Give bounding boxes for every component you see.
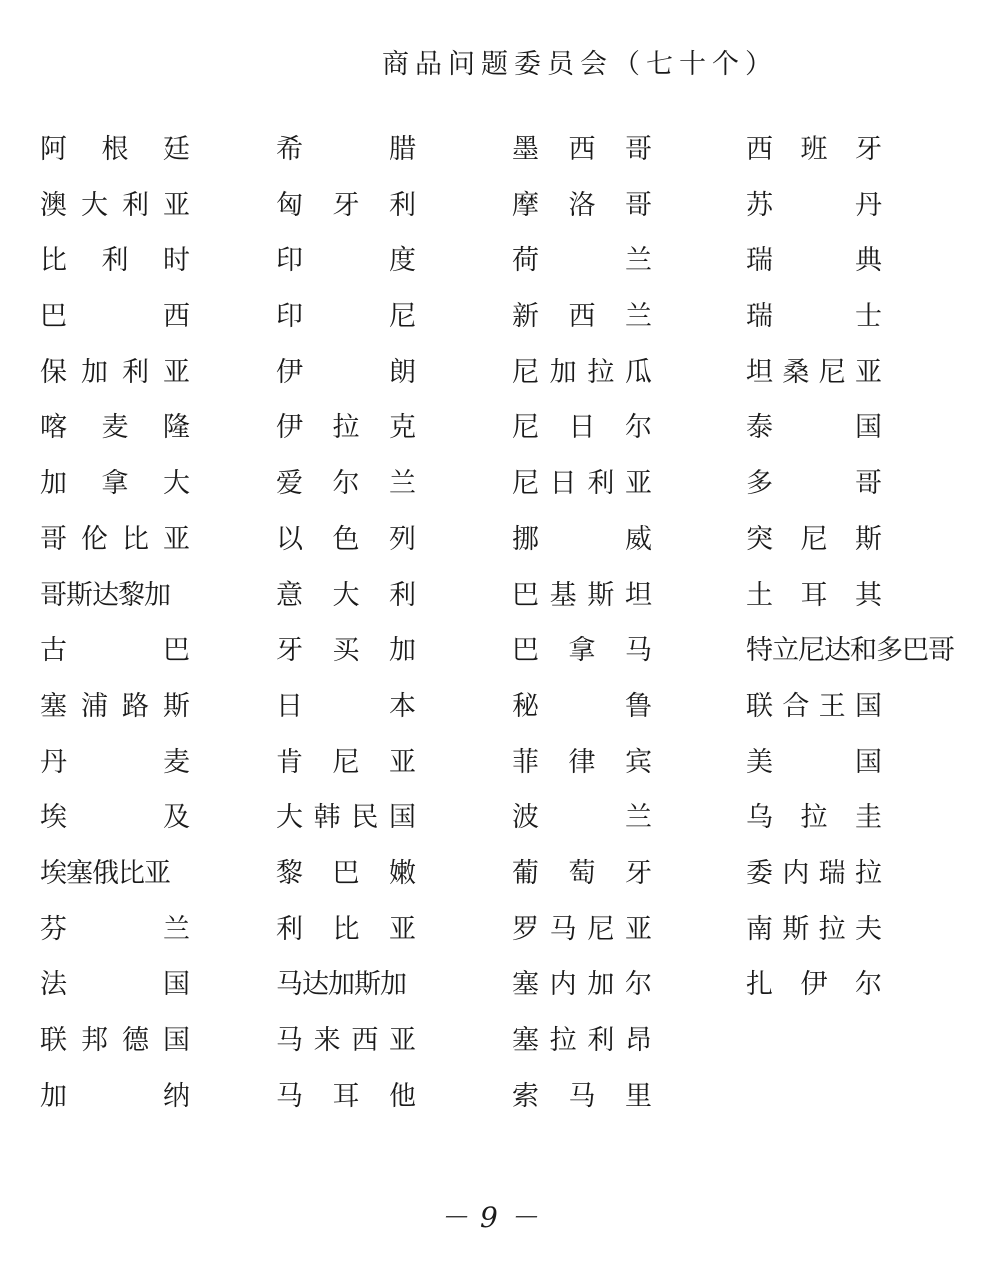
country-name: 大 韩 民 国 <box>276 802 416 834</box>
country-name: 摩 洛 哥 <box>512 189 652 221</box>
country-name: 波 兰 <box>512 802 652 834</box>
country-column-1 <box>40 128 190 1130</box>
country-name: 罗 马 尼 亚 <box>512 913 652 945</box>
page-number: －9－ <box>440 1201 550 1234</box>
country-name: 巴 基 斯 坦 <box>512 579 652 611</box>
country-name: 保 加 利 亚 <box>40 356 190 388</box>
country-name: 喀 麦 隆 <box>40 412 190 444</box>
country-name: 加 纳 <box>40 1080 190 1112</box>
country-name: 乌 拉 圭 <box>746 802 882 834</box>
country-name: 埃塞俄比亚 <box>40 857 170 889</box>
country-name: 印 尼 <box>276 301 416 333</box>
country-name: 埃 及 <box>40 802 190 834</box>
country-name: 尼 加 拉 瓜 <box>512 356 652 388</box>
country-name: 尼 日 利 亚 <box>512 468 652 500</box>
country-name: 南 斯 拉 夫 <box>746 913 882 945</box>
country-name: 巴 西 <box>40 301 190 333</box>
country-name: 秘 鲁 <box>512 690 652 722</box>
country-name: 扎 伊 尔 <box>746 969 882 1001</box>
country-name: 法 国 <box>40 969 190 1001</box>
country-name: 瑞 士 <box>746 301 882 333</box>
country-name: 联 邦 德 国 <box>40 1025 190 1056</box>
country-name: 多 哥 <box>746 468 882 500</box>
country-name: 坦 桑 尼 亚 <box>746 356 882 388</box>
country-name: 澳 大 利 亚 <box>40 189 190 221</box>
country-name: 印 度 <box>276 245 416 277</box>
country-name: 荷 兰 <box>512 245 652 277</box>
country-name: 菲 律 宾 <box>512 746 652 778</box>
country-name: 挪 威 <box>512 523 652 555</box>
country-column-3 <box>512 128 652 1130</box>
country-name: 意 大 利 <box>276 579 416 611</box>
country-name: 索 马 里 <box>512 1080 652 1112</box>
country-name: 尼 日 尔 <box>512 412 652 444</box>
country-name: 突 尼 斯 <box>746 523 882 555</box>
country-name: 联 合 王 国 <box>746 690 882 722</box>
page-title: 商品问题委员会（七十个） <box>382 49 778 80</box>
country-name: 巴 拿 马 <box>512 635 652 667</box>
country-column-4 <box>746 128 961 1019</box>
country-name: 苏 丹 <box>746 189 882 221</box>
country-name: 西 班 牙 <box>746 134 882 165</box>
country-name: 希 腊 <box>276 134 416 165</box>
country-name: 葡 萄 牙 <box>512 857 652 889</box>
country-name: 瑞 典 <box>746 245 882 277</box>
country-name: 墨 西 哥 <box>512 134 652 165</box>
country-column-2 <box>276 128 416 1130</box>
country-name: 古 巴 <box>40 635 190 667</box>
country-name: 马 耳 他 <box>276 1080 416 1112</box>
country-name: 日 本 <box>276 690 416 722</box>
country-name: 新 西 兰 <box>512 301 652 333</box>
country-name: 阿 根 廷 <box>40 134 190 165</box>
country-name: 芬 兰 <box>40 913 190 945</box>
country-name: 塞 浦 路 斯 <box>40 690 190 722</box>
country-name: 黎 巴 嫩 <box>276 857 416 889</box>
country-name: 牙 买 加 <box>276 635 416 667</box>
country-name: 伊 朗 <box>276 356 416 388</box>
country-name: 塞 内 加 尔 <box>512 969 652 1001</box>
country-name: 美 国 <box>746 746 882 778</box>
country-name: 匈 牙 利 <box>276 189 416 221</box>
country-name: 马 来 西 亚 <box>276 1025 416 1056</box>
country-name: 肯 尼 亚 <box>276 746 416 778</box>
country-name: 哥 伦 比 亚 <box>40 523 190 555</box>
country-name: 爱 尔 兰 <box>276 468 416 500</box>
country-name: 利 比 亚 <box>276 913 416 945</box>
country-name: 塞 拉 利 昂 <box>512 1025 652 1056</box>
country-name: 加 拿 大 <box>40 468 190 500</box>
country-name: 委 内 瑞 拉 <box>746 857 882 889</box>
country-name: 马达加斯加 <box>276 969 406 1001</box>
country-name: 比 利 时 <box>40 245 190 277</box>
country-name: 丹 麦 <box>40 746 190 778</box>
country-name: 特立尼达和多巴哥 <box>746 635 954 667</box>
country-name: 哥斯达黎加 <box>40 579 170 611</box>
country-name: 以 色 列 <box>276 523 416 555</box>
country-name: 土 耳 其 <box>746 579 882 611</box>
country-name: 泰 国 <box>746 412 882 444</box>
country-name: 伊 拉 克 <box>276 412 416 444</box>
